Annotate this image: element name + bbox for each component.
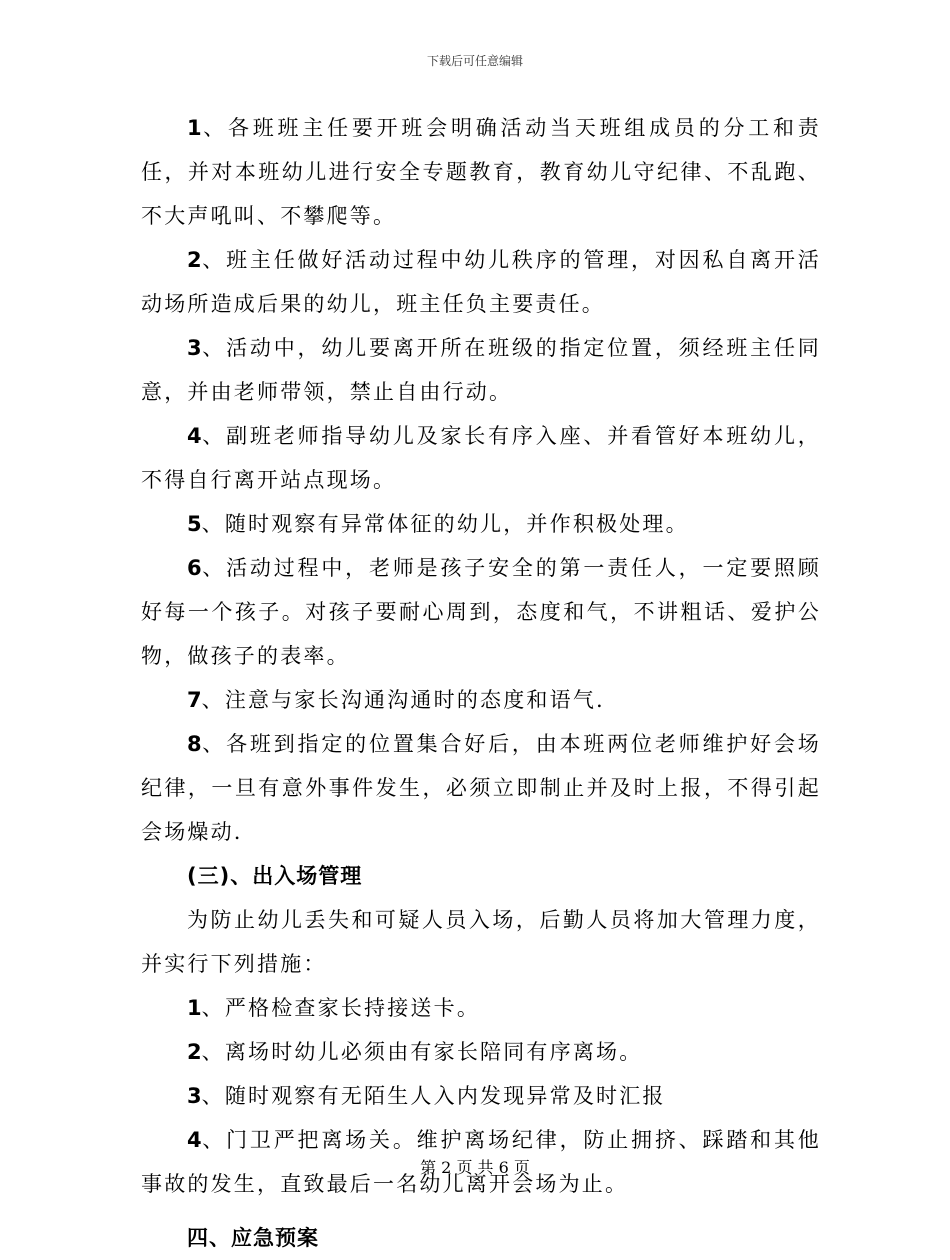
section-intro: 为防止幼儿丢失和可疑人员入场，后勤人员将加大管理力度，并实行下列措施： [141,908,821,976]
document-body [141,106,821,1260]
item-number: 8 [187,732,202,756]
section-heading: 四、应急预案 [187,1226,319,1250]
item-text: 、活动中，幼儿要离开所在班级的指定位置，须经班主任同意，并由老师带领，禁止自由行动。 [141,336,821,404]
list-item [141,546,821,678]
item-number: 2 [187,1040,202,1064]
item-number: 1 [187,996,202,1020]
page-footer: 第 2 页 共 6 页 [420,1158,530,1177]
list-item [141,678,821,722]
item-text: 、严格检查家长持接送卡。 [201,996,481,1020]
list-item [141,986,821,1030]
item-text: 、随时观察有无陌生人入内发现异常及时汇报 [201,1084,666,1108]
list-item [141,414,821,502]
item-number: 5 [187,512,202,536]
list-item [141,106,821,238]
list-item [141,238,821,326]
item-text: 、各班班主任要开班会明确活动当天班组成员的分工和责任，并对本班幼儿进行安全专题教育，教育幼儿守纪律、不乱跑、不大声吼叫、不攀爬等。 [141,116,821,228]
item-number: 4 [187,424,202,448]
list-item [141,326,821,414]
item-text: 、各班到指定的位置集合好后，由本班两位老师维护好会场纪律，一旦有意外事件发生，必须立即制止并及时上报，不得引起会场燥动. [141,732,821,844]
item-text: 、班主任做好活动过程中幼儿秩序的管理，对因私自离开活动场所造成后果的幼儿，班主任负主要责任。 [141,248,821,316]
list-item [141,722,821,854]
list-item [141,502,821,546]
item-number: 4 [187,1128,202,1152]
list-item [141,1030,821,1074]
item-text: 、随时观察有异常体征的幼儿，并作积极处理。 [201,512,689,536]
item-number: 3 [187,1084,202,1108]
section-heading: (三)、出入场管理 [187,864,363,888]
item-number: 6 [187,556,202,580]
item-text: 、副班老师指导幼儿及家长有序入座、并看管好本班幼儿，不得自行离开站点现场。 [141,424,821,492]
item-number: 1 [187,116,202,140]
item-text: 、注意与家长沟通沟通时的态度和语气. [201,688,605,712]
item-text: 、离场时幼儿必须由有家长陪同有序离场。 [201,1040,643,1064]
item-number: 7 [187,688,202,712]
item-text: 、活动过程中，老师是孩子安全的第一责任人，一定要照顾好每一个孩子。对孩子要耐心周到，态度和气，不讲粗话、爱护公物，做孩子的表率。 [141,556,821,668]
list-item [141,1074,821,1118]
item-number: 3 [187,336,202,360]
page-header: 下载后可任意编辑 [426,54,523,68]
item-text: 、门卫严把离场关。维护离场纪律，防止拥挤、踩踏和其他事故的发生，直致最后一名幼儿离开会场为止。 [141,1128,821,1196]
item-number: 2 [187,248,202,272]
